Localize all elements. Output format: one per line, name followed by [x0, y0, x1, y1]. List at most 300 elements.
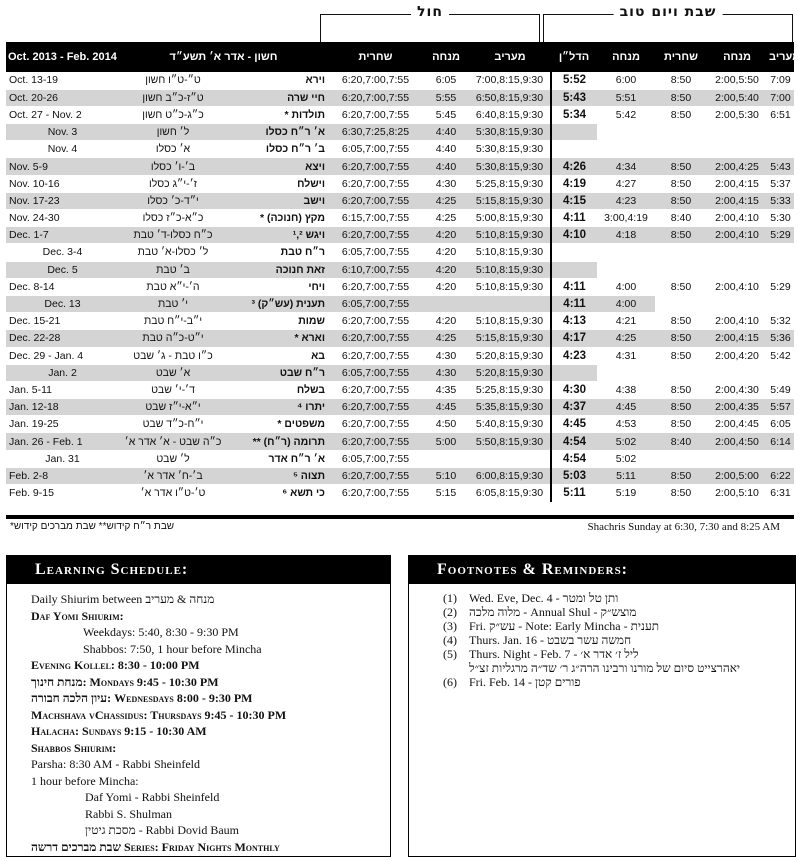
cell-par: וארא * [227, 330, 328, 347]
cell-maa: 5:30,8:15,9:30 [469, 141, 551, 158]
cell-smaa: 5:29 [767, 227, 794, 244]
cell-shach: 6:20,7:00,7:55 [328, 158, 423, 175]
footnote-item [443, 633, 795, 647]
cell-cand [551, 364, 597, 381]
cell-par: משפטים * [227, 416, 328, 433]
cell-shach: 6:20,7:00,7:55 [328, 381, 423, 398]
cell-smin: 5:02 [597, 433, 655, 450]
cell-heb: כ״ו טבת - ג׳ שבט [119, 347, 227, 364]
cell-eng: Feb. 9-15 [6, 485, 119, 502]
cell-eng: Dec. 15-21 [6, 313, 119, 330]
cell-eng: Oct. 13-19 [6, 72, 119, 89]
cell-eng: Jan. 5-11 [6, 381, 119, 398]
cell-heb: י״ב-י״ח טבת [119, 313, 227, 330]
cell-shach: 6:20,7:00,7:55 [328, 433, 423, 450]
learning-line: Shabbos: 7:50, 1 hour before Mincha [83, 641, 262, 656]
cell-min: 4:35 [423, 381, 469, 398]
cell-shach: 6:20,7:00,7:55 [328, 72, 423, 89]
cell-cand: 4:17 [551, 330, 597, 347]
cell-heb: ט״-ט״ו חשון [119, 72, 227, 89]
cell-smaa: 5:33 [767, 192, 794, 209]
header-s-shacharis: שחרית [664, 51, 698, 63]
footnote-text: מלוה מלכה - Annual Shul - מוצש״ק [469, 605, 637, 619]
table-row [6, 89, 794, 106]
cell-min [423, 450, 469, 467]
cell-smin2: 2:00,4:10 [707, 313, 767, 330]
cell-eng: Nov. 5-9 [6, 158, 119, 175]
header-s-mincha2: מנחה [723, 51, 751, 63]
cell-sshach [655, 124, 707, 141]
cell-maa: 5:10,8:15,9:30 [469, 278, 551, 295]
learning-line: Evening Kollel: 8:30 - 10:00 PM [31, 658, 200, 672]
cell-shach: 6:20,7:00,7:55 [328, 89, 423, 106]
table-row [6, 295, 794, 312]
cell-heb: י״ח-כ״ד שבט [119, 416, 227, 433]
cell-par: ויחי [227, 278, 328, 295]
cell-par: וישב [227, 192, 328, 209]
cell-shach: 6:20,7:00,7:55 [328, 485, 423, 502]
cell-cand: 4:54 [551, 450, 597, 467]
cell-smin2: 2:00,4:10 [707, 278, 767, 295]
cell-smin: 4:38 [597, 381, 655, 398]
cell-smin: 6:00 [597, 72, 655, 89]
cell-heb: ט׳-ט״ו אדר א׳ [119, 485, 227, 502]
cell-maa: 5:10,8:15,9:30 [469, 227, 551, 244]
header-mincha: מנחה [432, 51, 460, 63]
cell-smin: 5:42 [597, 106, 655, 123]
table-row [6, 450, 794, 467]
cell-cand: 4:45 [551, 416, 597, 433]
footnote-text: Thurs. Night - Feb. 7 - ליל ז׳ אדר א׳ [469, 647, 639, 661]
footnote-number: (3) [443, 619, 457, 633]
cell-par: תענית (עש״ק) ³ [227, 295, 328, 312]
cell-eng: Nov. 3 [6, 124, 119, 141]
table-row [6, 192, 794, 209]
header-candles: הדל״ן [558, 51, 590, 63]
cell-shach: 6:20,7:00,7:55 [328, 175, 423, 192]
cell-smin2: 2:00,4:15 [707, 192, 767, 209]
cell-maa: 5:20,8:15,9:30 [469, 347, 551, 364]
cell-sshach: 8:50 [655, 278, 707, 295]
learning-line: שבת מברכים דרשה Series: Friday Nights Monthly [31, 839, 280, 854]
cell-smaa [767, 141, 794, 158]
cell-eng: Dec. 8-14 [6, 278, 119, 295]
cell-smaa: 5:49 [767, 381, 794, 398]
cell-smin: 4:21 [597, 313, 655, 330]
cell-min: 4:40 [423, 124, 469, 141]
cell-cand: 5:03 [551, 467, 597, 484]
cell-min: 4:25 [423, 192, 469, 209]
cell-smin2: 2:00,4:45 [707, 416, 767, 433]
cell-smin2 [707, 450, 767, 467]
table-row [6, 244, 794, 261]
cell-smin2: 2:00,4:25 [707, 158, 767, 175]
cell-cand: 4:11 [551, 210, 597, 227]
footnote-text: Thurs. Jan. 16 - חמשה עשר בשבט [469, 633, 632, 647]
footnotes-title: Footnotes & Reminders: [409, 556, 795, 584]
cell-shach: 6:20,7:00,7:55 [328, 416, 423, 433]
cell-smin2: 2:00,4:10 [707, 227, 767, 244]
cell-shach: 6:20,7:00,7:55 [328, 330, 423, 347]
cell-maa: 5:35,8:15,9:30 [469, 399, 551, 416]
cell-heb: י׳ טבת [119, 295, 227, 312]
table-row [6, 399, 794, 416]
cell-smin [597, 141, 655, 158]
footnote-number: (4) [443, 633, 457, 647]
cell-smin: 4:00 [597, 295, 655, 312]
shabbos-group-bracket [543, 4, 793, 43]
cell-smin [597, 261, 655, 278]
table-row [6, 175, 794, 192]
cell-heb: א׳ כסלו [119, 141, 227, 158]
cell-shach: 6:30,7:25,8:25 [328, 124, 423, 141]
cell-maa: 5:10,8:15,9:30 [469, 313, 551, 330]
cell-shach: 6:05,7:00,7:55 [328, 295, 423, 312]
footnote-item [443, 619, 795, 633]
learning-line: Weekdays: 5:40, 8:30 - 9:30 PM [83, 625, 239, 639]
table-body [6, 72, 794, 502]
table-row [6, 330, 794, 347]
cell-min: 5:10 [423, 467, 469, 484]
cell-min: 5:15 [423, 485, 469, 502]
cell-smin: 4:53 [597, 416, 655, 433]
cell-smaa: 7:09 [767, 72, 794, 89]
cell-smin2: 2:00,5:30 [707, 106, 767, 123]
cell-smin2: 2:00,4:10 [707, 210, 767, 227]
learning-line: Daily Shiurim between מנחה & מעריב [31, 592, 215, 606]
cell-eng: Dec. 22-28 [6, 330, 119, 347]
learning-schedule-list [7, 584, 390, 855]
cell-heb: ה׳-י״א טבת [119, 278, 227, 295]
cell-maa: 5:20,8:15,9:30 [469, 364, 551, 381]
cell-cand [551, 261, 597, 278]
cell-par: תרומה (ר״ח) ** [227, 433, 328, 450]
cell-sshach [655, 261, 707, 278]
cell-min: 4:45 [423, 399, 469, 416]
cell-smaa: 6:51 [767, 106, 794, 123]
cell-maa [469, 295, 551, 312]
cell-maa: 5:15,8:15,9:30 [469, 330, 551, 347]
cell-eng: Jan. 19-25 [6, 416, 119, 433]
cell-sshach: 8:50 [655, 347, 707, 364]
cell-shach: 6:20,7:00,7:55 [328, 192, 423, 209]
cell-heb: א׳ שבט [119, 364, 227, 381]
footnotes-box [408, 555, 796, 857]
cell-smaa: 5:29 [767, 278, 794, 295]
cell-smin [597, 124, 655, 141]
cell-min: 4:25 [423, 330, 469, 347]
cell-heb: ל׳ חשון [119, 124, 227, 141]
cell-sshach: 8:50 [655, 158, 707, 175]
cell-maa: 6:50,8:15,9:30 [469, 89, 551, 106]
cell-heb: ב׳-ו׳ כסלו [119, 158, 227, 175]
cell-smin: 4:18 [597, 227, 655, 244]
cell-cand: 4:10 [551, 227, 597, 244]
cell-min: 4:40 [423, 141, 469, 158]
footnote-text: Fri. עש״ק - Note: Early Mincha - תענית [469, 619, 660, 633]
footnote-text: יאהרצייט סיום של מורנו ורבינו הרה״ג ר׳ שד״ה מרגליות זצ״ל [469, 661, 741, 675]
cell-heb: י״ד-כ׳ כסלו [119, 192, 227, 209]
cell-smin: 4:00 [597, 278, 655, 295]
footnote-number: (1) [443, 591, 457, 605]
cell-sshach: 8:50 [655, 381, 707, 398]
header-maariv: מעריב [494, 51, 526, 63]
cell-heb: ב׳ טבת [119, 261, 227, 278]
cell-sshach: 8:50 [655, 399, 707, 416]
cell-par: וירא [227, 72, 328, 89]
cell-par: ר״ח טבת [227, 244, 328, 261]
cell-maa: 5:10,8:15,9:30 [469, 261, 551, 278]
cell-heb: כ״א-כ״ז כסלו [119, 210, 227, 227]
cell-par: תצוה ⁵ [227, 467, 328, 484]
cell-par: ויצא [227, 158, 328, 175]
shabbos-group-label: שבת ויום טוב [614, 4, 723, 20]
cell-par: תולדות * [227, 106, 328, 123]
cell-smaa: 5:42 [767, 347, 794, 364]
cell-smin2: 2:00,5:40 [707, 89, 767, 106]
table-row [6, 210, 794, 227]
cell-smin: 4:34 [597, 158, 655, 175]
cell-shach: 6:20,7:00,7:55 [328, 467, 423, 484]
cell-sshach [655, 244, 707, 261]
cell-smaa: 6:14 [767, 433, 794, 450]
cell-smaa: 6:22 [767, 467, 794, 484]
cell-heb: ד׳-י׳ שבט [119, 381, 227, 398]
cell-smaa: 5:30 [767, 210, 794, 227]
cell-min: 4:50 [423, 416, 469, 433]
cell-sshach: 8:50 [655, 467, 707, 484]
cell-shach: 6:20,7:00,7:55 [328, 227, 423, 244]
cell-smin: 3:00,4:19 [597, 210, 655, 227]
cell-shach: 6:20,7:00,7:55 [328, 106, 423, 123]
cell-cand: 4:30 [551, 381, 597, 398]
learning-line: מסכת גיטין - Rabbi Dovid Baum [85, 823, 240, 837]
cell-smin: 5:11 [597, 467, 655, 484]
cell-smin2: 2:00,4:50 [707, 433, 767, 450]
cell-maa: 6:05,8:15,9:30 [469, 485, 551, 502]
cell-sshach [655, 450, 707, 467]
cell-shach: 6:05,7:00,7:55 [328, 244, 423, 261]
cell-heb: ל׳ כסלו-א׳ טבת [119, 244, 227, 261]
cell-smaa: 5:57 [767, 399, 794, 416]
cell-eng: Oct. 27 - Nov. 2 [6, 106, 119, 123]
cell-cand: 4:19 [551, 175, 597, 192]
cell-smin2 [707, 295, 767, 312]
cell-cand: 5:11 [551, 485, 597, 502]
footnote-item [443, 647, 795, 661]
cell-min: 4:20 [423, 261, 469, 278]
cell-smin2: 2:00,4:35 [707, 399, 767, 416]
cell-heb: ט״ז-כ״ב חשון [119, 89, 227, 106]
chol-group-bracket [320, 4, 540, 43]
table-row [6, 347, 794, 364]
cell-maa: 5:25,8:15,9:30 [469, 175, 551, 192]
cell-maa: 5:10,8:15,9:30 [469, 244, 551, 261]
cell-smin2: 2:00,4:30 [707, 381, 767, 398]
cell-min: 5:55 [423, 89, 469, 106]
footnote-item [443, 605, 795, 619]
cell-sshach: 8:50 [655, 89, 707, 106]
cell-min [423, 295, 469, 312]
cell-sshach: 8:50 [655, 330, 707, 347]
cell-cand: 4:26 [551, 158, 597, 175]
cell-heb: כ״ח כסלו-ד׳ טבת [119, 227, 227, 244]
cell-shach: 6:20,7:00,7:55 [328, 313, 423, 330]
cell-maa: 5:30,8:15,9:30 [469, 158, 551, 175]
cell-par: יתרו ⁴ [227, 399, 328, 416]
cell-maa: 5:50,8:15,9:30 [469, 433, 551, 450]
cell-heb: כ״ה שבט - א׳ אדר א׳ [119, 433, 227, 450]
cell-smaa: 5:36 [767, 330, 794, 347]
cell-cand: 4:11 [551, 295, 597, 312]
cell-cand: 4:13 [551, 313, 597, 330]
learning-line: Daf Yomi - Rabbi Sheinfeld [85, 790, 220, 804]
footnote-item [443, 675, 795, 689]
cell-eng: Oct. 20-26 [6, 89, 119, 106]
cell-min: 4:20 [423, 244, 469, 261]
cell-smaa [767, 450, 794, 467]
cell-shach: 6:20,7:00,7:55 [328, 399, 423, 416]
cell-smin: 4:25 [597, 330, 655, 347]
cell-eng: Dec. 3-4 [6, 244, 119, 261]
table-row [6, 313, 794, 330]
cell-min: 4:30 [423, 175, 469, 192]
cell-smaa: 5:43 [767, 158, 794, 175]
cell-shach: 6:20,7:00,7:55 [328, 347, 423, 364]
cell-maa: 7:00,8:15,9:30 [469, 72, 551, 89]
cell-eng: Dec. 1-7 [6, 227, 119, 244]
cell-min: 5:45 [423, 106, 469, 123]
header-s-mincha: מנחה [612, 51, 640, 63]
cell-min: 4:25 [423, 210, 469, 227]
cell-par: א׳ ר״ח אדר [227, 450, 328, 467]
cell-par: שמות [227, 313, 328, 330]
footnote-item [443, 661, 795, 675]
table-row [6, 261, 794, 278]
cell-eng: Nov. 10-16 [6, 175, 119, 192]
cell-par: ויגש ¹,² [227, 227, 328, 244]
cell-par: חיי שרה [227, 89, 328, 106]
learning-line: Halacha: Sundays 9:15 - 10:30 AM [31, 724, 207, 738]
cell-smin2: 2:00,5:10 [707, 485, 767, 502]
learning-line: Parsha: 8:30 AM - Rabbi Sheinfeld [31, 757, 200, 771]
table-row [6, 141, 794, 158]
cell-smin: 4:27 [597, 175, 655, 192]
learning-line: Daf Yomi Shiurim: [31, 608, 124, 623]
cell-eng: Jan. 2 [6, 364, 119, 381]
cell-eng: Nov. 17-23 [6, 192, 119, 209]
cell-sshach [655, 364, 707, 381]
cell-smin2 [707, 141, 767, 158]
cell-eng: Nov. 4 [6, 141, 119, 158]
cell-cand [551, 244, 597, 261]
cell-cand: 4:37 [551, 399, 597, 416]
header-heb-range: חשון - אדר א׳ תשע״ד [169, 51, 278, 63]
cell-sshach: 8:50 [655, 72, 707, 89]
cell-heb: י״ט-כ״ה טבת [119, 330, 227, 347]
cell-smin: 4:45 [597, 399, 655, 416]
cell-shach: 6:05,7:00,7:55 [328, 364, 423, 381]
cell-maa: 6:00,8:15,9:30 [469, 467, 551, 484]
cell-heb: ב׳-ח׳ אדר א׳ [119, 467, 227, 484]
cell-maa [469, 450, 551, 467]
cell-cand: 5:34 [551, 106, 597, 123]
cell-smin2: 2:00,4:20 [707, 347, 767, 364]
cell-smin2 [707, 364, 767, 381]
footnote-number: (5) [443, 647, 457, 661]
cell-par: ר״ח שבט [227, 364, 328, 381]
cell-par: מקץ (חנוכה) * [227, 210, 328, 227]
table-header-row [6, 42, 794, 72]
cell-smaa: 6:31 [767, 485, 794, 502]
cell-cand [551, 141, 597, 158]
table-bottom-rule [6, 515, 794, 519]
cell-shach: 6:20,7:00,7:55 [328, 278, 423, 295]
learning-line: Rabbi S. Shulman [85, 806, 173, 821]
table-row [6, 124, 794, 141]
cell-shach: 6:05,7:00,7:55 [328, 450, 423, 467]
table-row [6, 364, 794, 381]
cell-smaa: 6:05 [767, 416, 794, 433]
table-row [6, 485, 794, 502]
learning-line: מנחת חינוך: Mondays 9:45 - 10:30 PM [31, 674, 219, 689]
cell-eng: Dec. 5 [6, 261, 119, 278]
cell-eng: Jan. 26 - Feb. 1 [6, 433, 119, 450]
learning-line: Machshava vChassidus: Thursdays 9:45 - 10:30 PM [31, 707, 287, 722]
table-row [6, 381, 794, 398]
cell-min: 4:20 [423, 278, 469, 295]
cell-smin2 [707, 124, 767, 141]
learning-schedule-box [6, 555, 391, 857]
learning-schedule-title: Learning Schedule: [7, 556, 390, 584]
header-shacharis: שחרית [358, 51, 393, 63]
cell-cand: 5:43 [551, 89, 597, 106]
footnote-text: Fri. Feb. 14 - פורים קטן [469, 675, 581, 689]
cell-par: זאת חנוכה [227, 261, 328, 278]
cell-min: 4:20 [423, 313, 469, 330]
cell-maa: 5:30,8:15,9:30 [469, 124, 551, 141]
cell-smaa [767, 364, 794, 381]
learning-line: Shabbos Shiurim: [31, 740, 117, 755]
cell-sshach: 8:40 [655, 210, 707, 227]
cell-shach: 6:15,7:00,7:55 [328, 210, 423, 227]
cell-sshach: 8:40 [655, 433, 707, 450]
cell-sshach: 8:50 [655, 192, 707, 209]
learning-line: עיון הלכה חבורה: Wednesdays 8:00 - 9:30 PM [31, 691, 253, 705]
cell-min: 4:30 [423, 364, 469, 381]
cell-heb: כ״ג-כ״ט חשון [119, 106, 227, 123]
cell-min: 4:30 [423, 347, 469, 364]
cell-smaa: 5:37 [767, 175, 794, 192]
cell-shach: 6:05,7:00,7:55 [328, 141, 423, 158]
learning-line: 1 hour before Mincha: [31, 773, 139, 788]
cell-smin2: 2:00,5:00 [707, 467, 767, 484]
table-row [6, 227, 794, 244]
cell-maa: 6:40,8:15,9:30 [469, 106, 551, 123]
cell-smin [597, 244, 655, 261]
cell-smin: 4:31 [597, 347, 655, 364]
footnote-number: (2) [443, 605, 457, 619]
cell-smin: 5:02 [597, 450, 655, 467]
cell-heb: י״א-י״ז שבט [119, 399, 227, 416]
cell-smin: 5:19 [597, 485, 655, 502]
cell-smin: 4:23 [597, 192, 655, 209]
cell-sshach [655, 141, 707, 158]
cell-smaa: 5:32 [767, 313, 794, 330]
cell-smaa [767, 295, 794, 312]
cell-heb: ז׳-י״ג כסלו [119, 175, 227, 192]
cell-sshach: 8:50 [655, 227, 707, 244]
